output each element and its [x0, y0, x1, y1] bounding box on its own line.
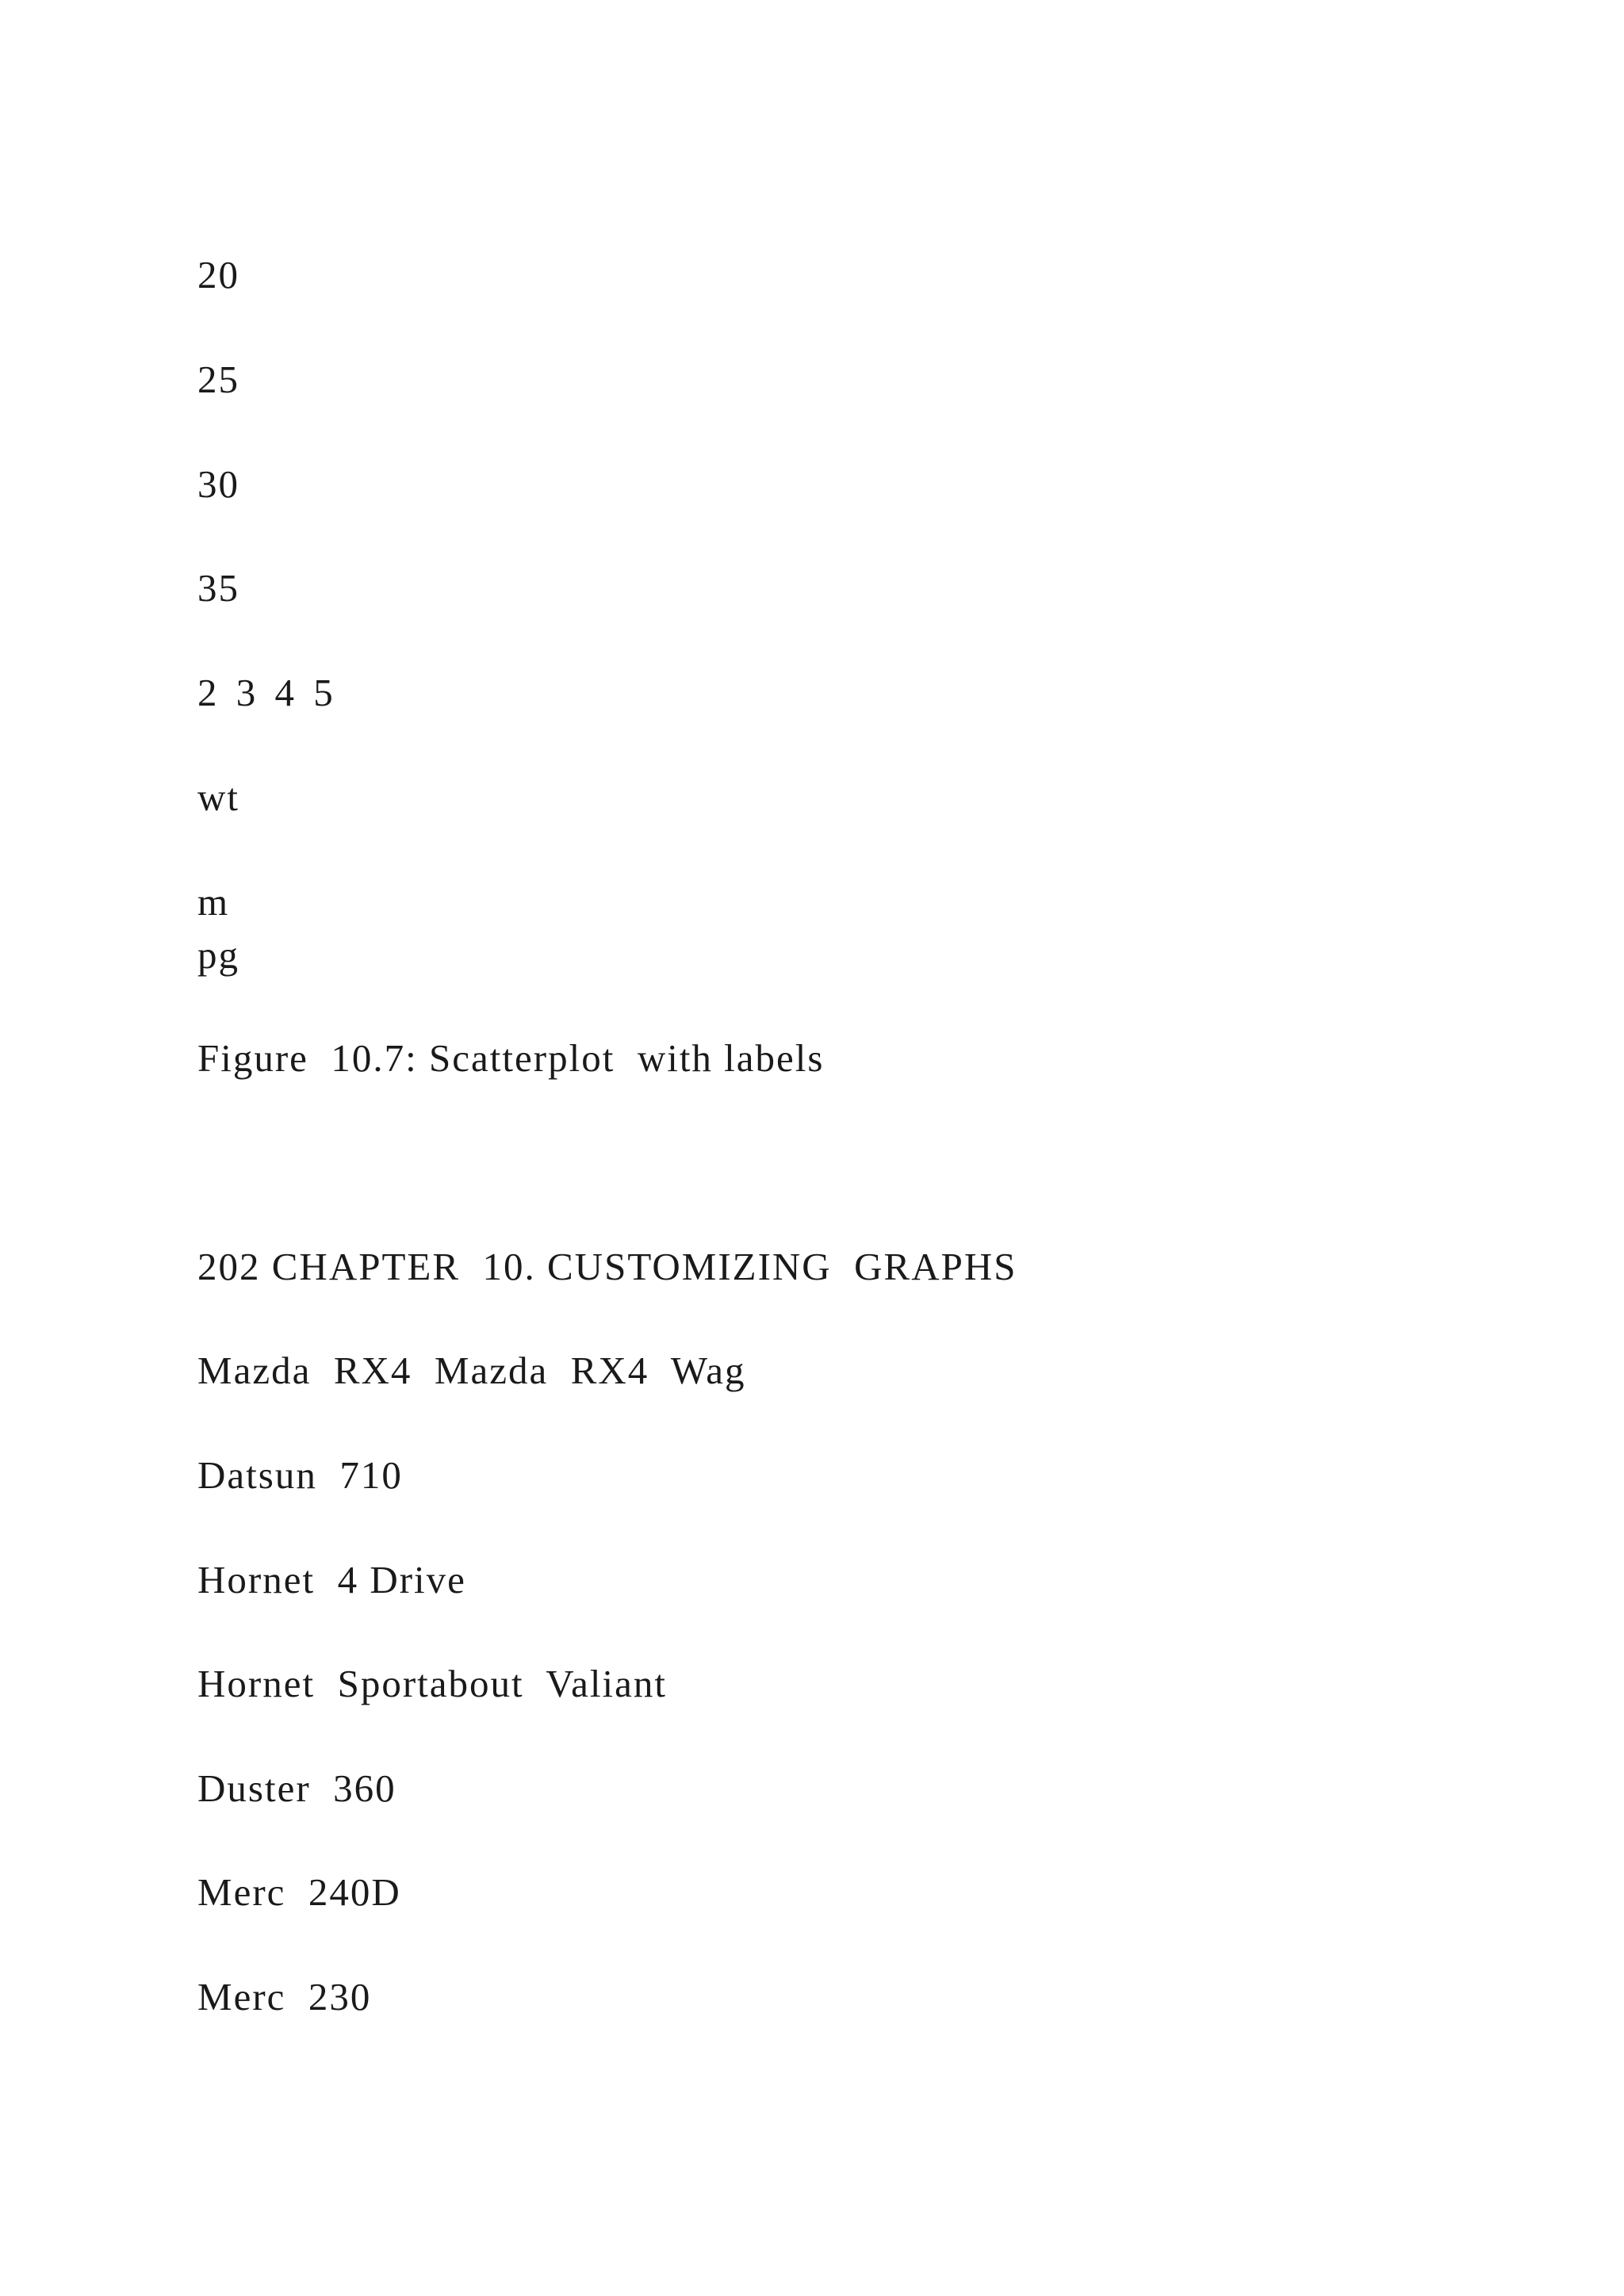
chapter-header: 202 CHAPTER 10. CUSTOMIZING GRAPHS — [197, 1245, 1017, 1288]
text-line-30: 30 — [197, 462, 239, 506]
text-line-axis-ticks: 2 3 4 5 — [197, 671, 335, 714]
text-line-m: m — [197, 880, 230, 924]
text-line-20: 20 — [197, 253, 239, 297]
text-line-hornet-4-drive: Hornet 4 Drive — [197, 1558, 466, 1601]
text-line-datsun: Datsun 710 — [197, 1453, 403, 1497]
text-line-merc-240d: Merc 240D — [197, 1870, 401, 1914]
text-line-35: 35 — [197, 566, 239, 610]
text-line-mazda: Mazda RX4 Mazda RX4 Wag — [197, 1349, 746, 1392]
text-line-hornet-sportabout: Hornet Sportabout Valiant — [197, 1662, 668, 1705]
text-line-wt: wt — [197, 775, 239, 819]
text-line-merc-230: Merc 230 — [197, 1975, 372, 2019]
text-line-duster: Duster 360 — [197, 1766, 396, 1810]
text-line-pg: pg — [197, 933, 239, 977]
text-line-25: 25 — [197, 358, 239, 401]
figure-caption: Figure 10.7: Scatterplot with labels — [197, 1036, 825, 1080]
